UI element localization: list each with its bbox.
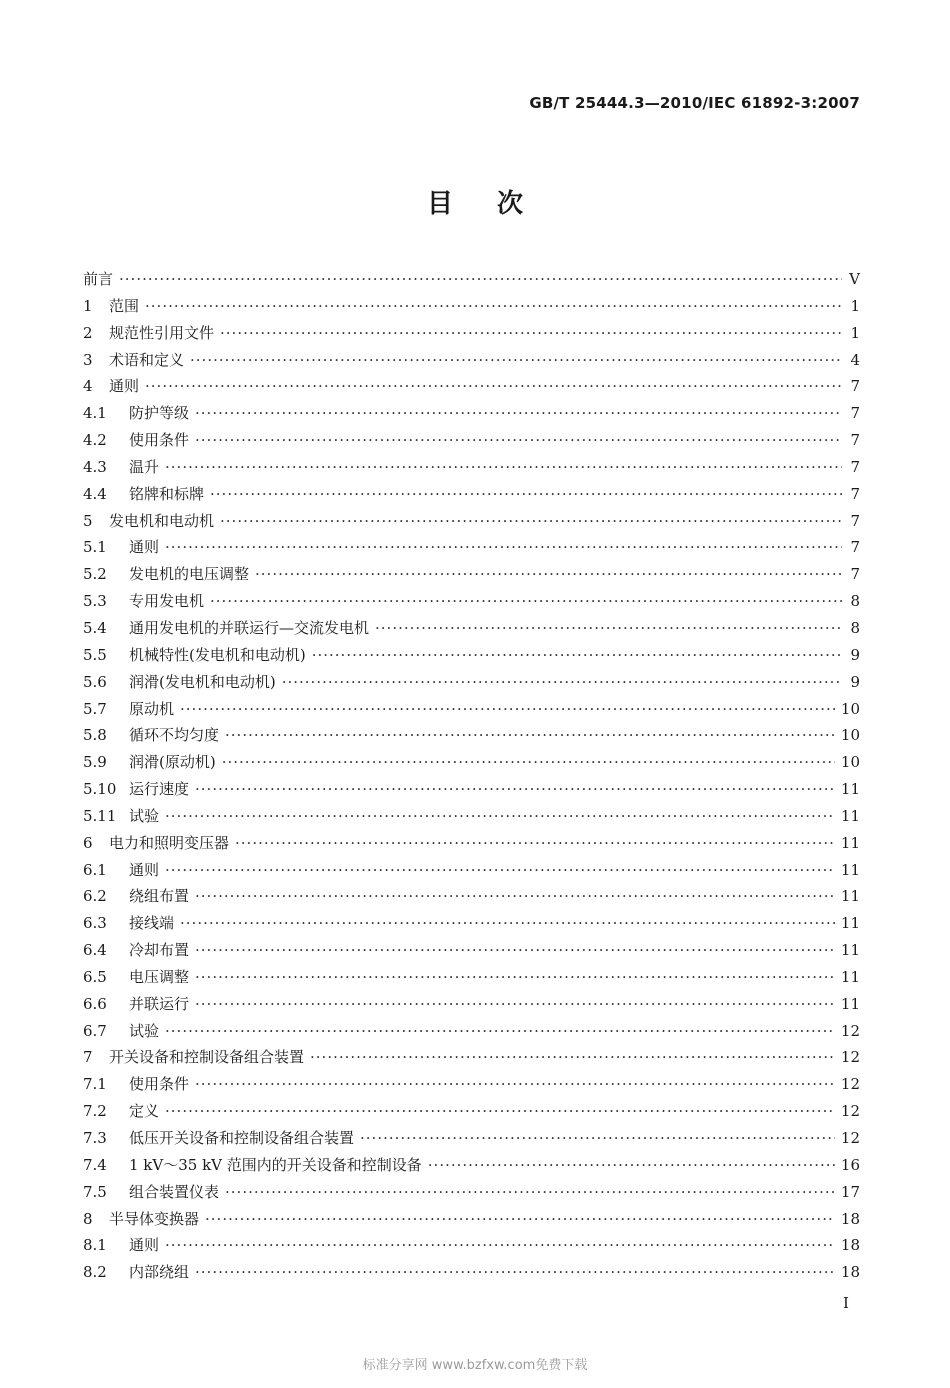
dot-leader [195,1259,835,1286]
toc-entry-page: 12 [840,1102,860,1121]
toc-entry[interactable] [83,776,860,803]
dot-leader [165,1098,835,1125]
toc-entry-number: 1 [83,296,93,315]
toc-entry-label: 开关设备和控制设备组合装置 [109,1048,305,1067]
toc-entry-number: 4.1 [83,404,107,423]
dot-leader [220,508,842,535]
toc-entry-page: 18 [840,1209,860,1228]
dot-leader [220,320,842,347]
toc-entry-number: 5.4 [83,618,107,637]
toc-entry-page: 9 [850,672,860,691]
toc-entry[interactable] [83,320,860,347]
toc-entry-label: 使用条件 [129,1075,190,1094]
toc-entry[interactable] [83,964,860,991]
toc-entry-number: 5.2 [83,565,107,584]
toc-entry-page: 10 [840,753,860,772]
toc-entry-label: 绕组布置 [129,887,190,906]
toc-entry-number: 5.11 [83,806,117,825]
toc-entry-page: 11 [840,914,860,933]
toc-entry-label: 机械特性(发电机和电动机) [129,645,306,664]
toc-entry[interactable] [83,669,860,696]
toc-entry-label: 并联运行 [129,994,190,1013]
toc-entry[interactable] [83,1098,860,1125]
toc-entry[interactable] [83,373,860,400]
dot-leader [145,373,842,400]
toc-entry-page: 11 [840,860,860,879]
toc-entry-number: 4.2 [83,431,107,450]
toc-entry-number: 5.6 [83,672,107,691]
toc-entry-page: 10 [840,726,860,745]
toc-entry-page: 18 [840,1263,860,1282]
toc-entry-page: V [849,270,860,288]
toc-entry-number: 4.4 [83,484,107,503]
toc-entry-page: 8 [850,618,860,637]
dot-leader [255,561,842,588]
toc-entry-number: 6.1 [83,860,107,879]
dot-leader [195,883,835,910]
dot-leader [195,776,835,803]
title-part-2: 次 [497,189,524,219]
toc-entry-label: 防护等级 [129,404,190,423]
toc-entry-label: 试验 [129,1021,160,1040]
toc-entry-label: 试验 [129,806,160,825]
dot-leader [195,1071,835,1098]
toc-entry[interactable] [83,883,860,910]
toc-entry-page: 7 [850,404,860,423]
toc-entry-label: 使用条件 [129,431,190,450]
toc-entry-label: 术语和定义 [109,350,185,369]
dot-leader [195,964,835,991]
toc-entry-label: 运行速度 [129,780,190,799]
toc-entry-number: 8.2 [83,1263,107,1282]
title-part-1: 目 [426,189,453,219]
toc-entry-number: 7 [83,1048,93,1067]
toc-entry-label: 铭牌和标牌 [129,484,205,503]
toc-entry-page: 12 [840,1075,860,1094]
table-of-contents [83,266,860,1286]
toc-entry[interactable] [83,588,860,615]
toc-entry[interactable] [83,534,860,561]
toc-entry-number: 6 [83,833,93,852]
toc-entry[interactable] [83,642,860,669]
dot-leader [180,696,835,723]
toc-entry-number: 7.4 [83,1155,107,1174]
toc-entry-number: 7.1 [83,1075,107,1094]
toc-entry-number: 5.10 [83,780,117,799]
toc-entry[interactable] [83,1232,860,1259]
toc-entry-label: 组合装置仪表 [129,1182,220,1201]
toc-entry[interactable] [83,508,860,535]
dot-leader [205,1206,835,1233]
toc-entry-number: 7.2 [83,1102,107,1121]
toc-entry[interactable] [83,1071,860,1098]
toc-entry[interactable] [83,347,860,374]
toc-entry-label: 低压开关设备和控制设备组合装置 [129,1129,355,1147]
toc-entry-label: 通则 [109,377,140,396]
toc-entry-page: 7 [850,565,860,584]
toc-entry-page: 9 [850,645,860,664]
dot-leader [195,400,842,427]
toc-entry-number: 6.5 [83,967,107,986]
dot-leader [195,427,842,454]
toc-entry-page: 16 [840,1155,860,1174]
toc-entry-page: 11 [840,887,860,906]
toc-entry[interactable] [83,937,860,964]
toc-entry[interactable] [83,830,860,857]
toc-entry[interactable] [83,696,860,723]
toc-entry-page: 7 [850,377,860,396]
toc-entry[interactable] [83,293,860,320]
toc-entry-number: 4 [83,377,93,396]
dot-leader [225,1179,835,1206]
toc-entry[interactable] [83,749,860,776]
dot-leader [165,803,835,830]
toc-entry[interactable] [83,561,860,588]
toc-entry-number: 5.9 [83,753,107,772]
toc-entry-page: 11 [840,994,860,1013]
toc-entry[interactable] [83,1206,860,1233]
dot-leader [195,937,835,964]
dot-leader [360,1125,835,1152]
toc-entry-number: 8 [83,1209,93,1228]
toc-entry-label: 原动机 [129,699,175,718]
toc-entry-label: 通则 [129,860,160,879]
toc-entry[interactable] [83,427,860,454]
toc-entry[interactable] [83,1259,860,1286]
toc-entry-number: 5.8 [83,726,107,745]
toc-entry[interactable] [83,991,860,1018]
dot-leader [210,481,842,508]
toc-entry-page: 11 [840,941,860,960]
page-folio: I [843,1294,849,1312]
dot-leader [165,857,835,884]
page-title [0,183,950,220]
dot-leader [225,722,835,749]
dot-leader [119,266,842,293]
dot-leader [235,830,835,857]
toc-entry-number: 6.2 [83,887,107,906]
toc-entry[interactable] [83,454,860,481]
toc-entry[interactable] [83,722,860,749]
toc-entry-number: 5.1 [83,538,107,557]
toc-entry-label: 半导体变换器 [109,1209,200,1228]
toc-entry-page: 7 [850,484,860,503]
toc-entry-number: 7.5 [83,1182,107,1201]
dot-leader [375,615,842,642]
toc-entry-page: 12 [840,1048,860,1067]
dot-leader [165,1232,835,1259]
dot-leader [282,669,842,696]
toc-entry-label: 循环不均匀度 [129,726,220,745]
toc-entry-page: 12 [840,1021,860,1040]
toc-entry-label: 接线端 [129,914,175,933]
toc-entry-label: 温升 [129,457,160,476]
toc-entry-page: 7 [850,538,860,557]
toc-entry-label: 电压调整 [129,967,190,986]
toc-entry-number: 6.6 [83,994,107,1013]
toc-entry-page: 1 [850,296,860,315]
dot-leader [222,749,835,776]
toc-entry[interactable] [83,1018,860,1045]
standard-number: GB/T 25444.3—2010/IEC 61892-3:2007 [529,94,860,112]
toc-entry-number: 3 [83,350,93,369]
toc-entry-label: 通用发电机的并联运行—交流发电机 [129,618,370,637]
dot-leader [165,534,842,561]
toc-entry-label: 通则 [129,1236,160,1255]
toc-entry-number: 6.7 [83,1021,107,1040]
toc-entry[interactable] [83,1044,860,1071]
toc-entry-number: 8.1 [83,1236,107,1255]
dot-leader [190,347,842,374]
dot-leader [145,293,842,320]
toc-entry-page: 4 [850,350,860,369]
toc-entry-page: 7 [850,431,860,450]
toc-entry-label: 通则 [129,538,160,557]
toc-entry[interactable] [83,266,860,293]
toc-entry-number: 5 [83,511,93,530]
toc-entry-page: 12 [840,1129,860,1147]
dot-leader [310,1044,835,1071]
toc-entry-label: 定义 [129,1102,160,1121]
toc-entry-label: 发电机和电动机 [109,511,215,530]
toc-entry-page: 7 [850,511,860,530]
toc-entry-number: 5.3 [83,592,107,611]
dot-leader [165,454,842,481]
toc-entry-label: 冷却布置 [129,941,190,960]
toc-entry-page: 11 [840,780,860,799]
toc-entry[interactable] [83,1125,860,1152]
toc-entry-page: 11 [840,806,860,825]
toc-entry-page: 7 [850,457,860,476]
toc-entry[interactable] [83,803,860,830]
toc-entry-label: 内部绕组 [129,1263,190,1282]
toc-entry[interactable] [83,615,860,642]
toc-entry-label: 前言 [83,270,114,288]
toc-entry-page: 11 [840,967,860,986]
toc-entry[interactable] [83,1179,860,1206]
toc-entry-page: 8 [850,592,860,611]
toc-entry-number: 2 [83,323,93,342]
toc-entry[interactable] [83,481,860,508]
toc-entry-label: 电力和照明变压器 [109,833,230,852]
dot-leader [312,642,842,669]
dot-leader [428,1152,835,1179]
toc-entry-number: 4.3 [83,457,107,476]
toc-entry-number: 7.3 [83,1129,107,1147]
toc-entry[interactable] [83,910,860,937]
toc-entry-label: 范围 [109,296,140,315]
dot-leader [210,588,842,615]
toc-entry-page: 1 [850,323,860,342]
toc-entry-label: 润滑(原动机) [129,753,216,772]
watermark: 标准分享网 www.bzfxw.com免费下载 [362,1358,588,1373]
toc-entry[interactable] [83,400,860,427]
toc-entry-label: 1 kV～35 kV 范围内的开关设备和控制设备 [129,1155,422,1174]
toc-entry-number: 5.5 [83,645,107,664]
toc-entry[interactable] [83,1152,860,1179]
toc-entry-label: 专用发电机 [129,592,205,611]
toc-entry-page: 10 [840,699,860,718]
dot-leader [165,1018,835,1045]
dot-leader [195,991,835,1018]
dot-leader [180,910,835,937]
toc-entry[interactable] [83,857,860,884]
toc-entry-page: 18 [840,1236,860,1255]
toc-entry-label: 发电机的电压调整 [129,565,250,584]
toc-entry-number: 6.4 [83,941,107,960]
toc-entry-label: 润滑(发电机和电动机) [129,672,276,691]
toc-entry-label: 规范性引用文件 [109,323,215,342]
toc-entry-page: 11 [840,833,860,852]
toc-entry-number: 6.3 [83,914,107,933]
toc-entry-number: 5.7 [83,699,107,718]
toc-entry-page: 17 [840,1182,860,1201]
